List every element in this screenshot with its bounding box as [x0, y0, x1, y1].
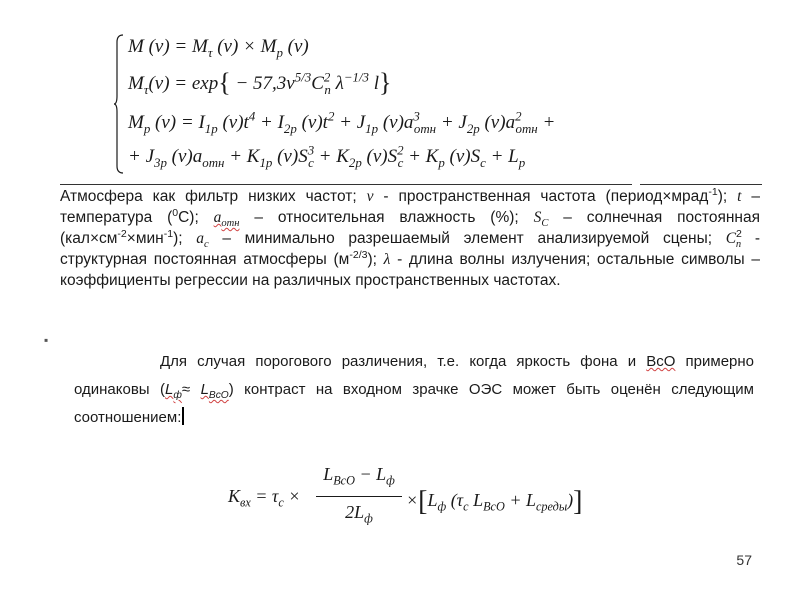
formula-bracket-term: $\times[L_ф$ ($\tau_c$ $L_{BcO} + L_{среды}$)] — [406, 486, 583, 517]
left-brace-icon — [114, 34, 124, 174]
page-number: 57 — [736, 552, 752, 568]
divider-rule-right — [640, 184, 762, 185]
divider-rule — [60, 184, 632, 185]
equation-line-3: $M_p$ $(\nu) = I_{1p}$ $(\nu)t^4 + I_{2p}$ $(\nu)t^2 + J_{1p}$ $(\nu)a^3_{отн} + J_{2p}$ $(\nu)a^2_{отн}$ + — [128, 108, 556, 136]
equation-line-2: $M_\tau(\nu) = \exp\{ - 57,3\nu^{5/3}C^2_n$ $\lambda^{-1/3}$ l} — [128, 68, 392, 97]
formula-lhs: $K_{вх} = \tau_c$ × — [228, 486, 301, 510]
fraction-numerator: $L_{BcO} - L_ф$ — [323, 464, 395, 488]
equation-line-4: + $J_{3p}$ $(\nu)a_{отн} + K_{1p}$ $(\nu)S^3_c + K_{2p}$ $(\nu)S^2_c + K_p$ $(\nu)S_c + L_p$ — [128, 142, 526, 170]
equation-line-1: M $(\nu) = M_\tau$ $(\nu) \times M_p$ (ν) — [128, 36, 309, 60]
margin-mark: ▪ — [44, 333, 49, 347]
fraction-bar — [316, 496, 402, 497]
text-cursor — [182, 407, 184, 425]
equation-system — [114, 30, 624, 180]
symbol-legend: Атмосфера как фильтр низких частот; ν - пространственная частота (период×мрад$^{-1}$); t – температура ($^0$С); $a_{отн}$ – относительная влажность (%); $S_C$ – солнечная постоянная $(кал\times см^{-2}\times мин^{-1})$; $a_c$ – минимально разрешаемый элемент анализируемой сцены; $C^2_n$ - структурная постоянная атмосферы $(м^{-2/3})$; λ - длина волны излучения; остальные символы – коэффициенты регрессии на различных пространственных частотах. — [60, 185, 760, 289]
fraction-denominator: $2L_ф$ — [345, 502, 373, 526]
contrast-formula — [228, 464, 628, 534]
body-paragraph: Для случая порогового различения, т.е. когда яркость фона и ВсО примерно одинаковы $(L_ф\approx L_{BcO})$ контраст на входном зрачке ОЭС может быть оценён следующим соотношением: — [74, 353, 755, 426]
